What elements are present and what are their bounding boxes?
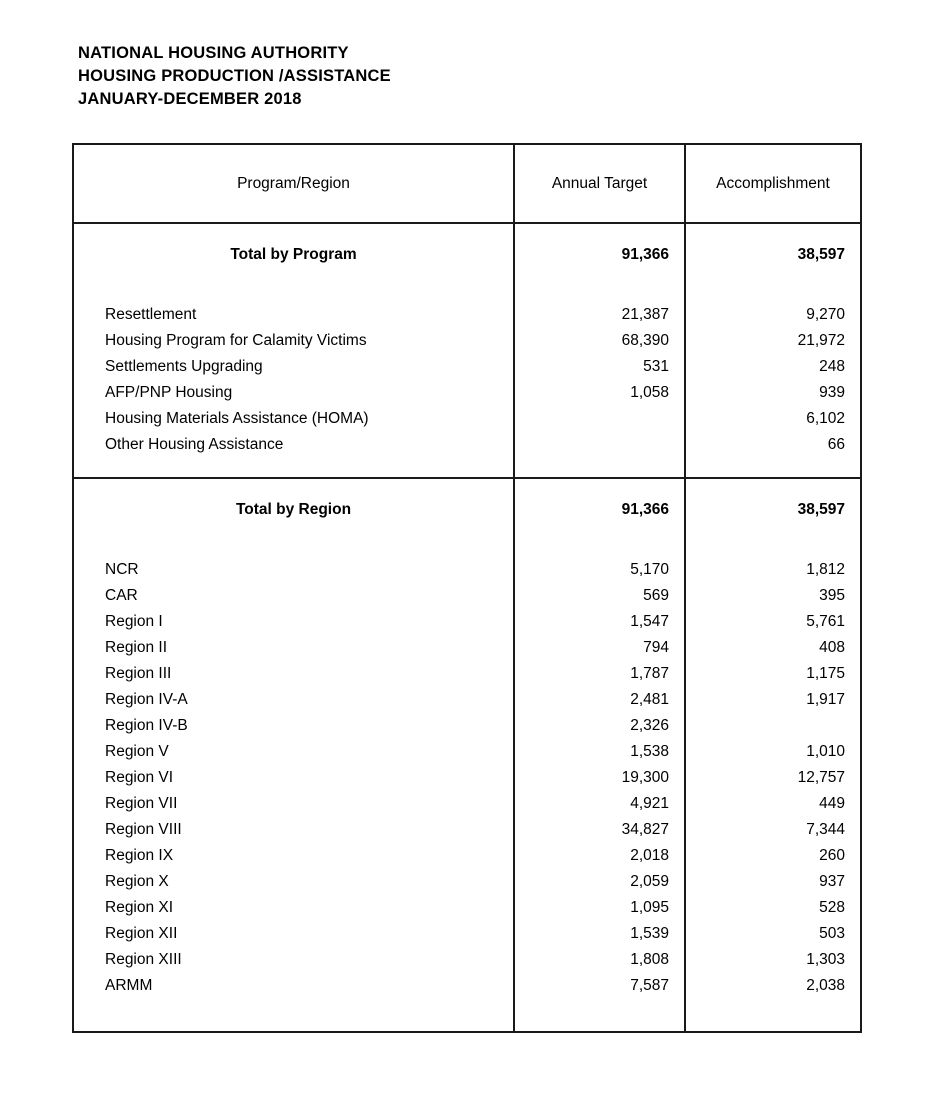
row-target: 1,538 xyxy=(514,739,685,765)
row-target xyxy=(514,432,685,458)
row-label: AFP/PNP Housing xyxy=(105,384,233,401)
row-spacer xyxy=(74,286,860,302)
table-row xyxy=(74,609,860,635)
row-label: ARMM xyxy=(105,977,153,994)
total-row-label: Total by Program xyxy=(230,246,357,263)
spacer-cell xyxy=(74,286,514,302)
row-label: Housing Materials Assistance (HOMA) xyxy=(105,410,369,427)
table-row xyxy=(74,354,860,380)
row-accomplishment: 449 xyxy=(685,791,860,817)
row-label: Region II xyxy=(105,639,168,656)
row-accomplishment: 503 xyxy=(685,921,860,947)
row-label: Region IX xyxy=(105,847,174,864)
row-label: Resettlement xyxy=(105,306,197,323)
row-label: Settlements Upgrading xyxy=(105,358,263,375)
table-row xyxy=(74,791,860,817)
row-label: NCR xyxy=(105,561,139,578)
column-header-annual-target: Annual Target xyxy=(514,145,685,223)
table-row xyxy=(74,921,860,947)
spacer-cell xyxy=(685,541,860,557)
row-target: 5,170 xyxy=(514,557,685,583)
row-accomplishment: 939 xyxy=(685,380,860,406)
table-header xyxy=(74,145,860,223)
document-title-block xyxy=(78,42,778,111)
table-row xyxy=(74,302,860,328)
row-target: 1,539 xyxy=(514,921,685,947)
title-line-2: HOUSING PRODUCTION /ASSISTANCE xyxy=(78,67,391,85)
housing-production-table xyxy=(74,145,860,1031)
row-target: 2,018 xyxy=(514,843,685,869)
table-total-row xyxy=(74,223,860,286)
row-target: 2,481 xyxy=(514,687,685,713)
row-label: Region XIII xyxy=(105,951,182,968)
row-target: 1,808 xyxy=(514,947,685,973)
row-accomplishment: 66 xyxy=(685,432,860,458)
row-label: Region IV-B xyxy=(105,717,188,734)
spacer-cell xyxy=(74,541,514,557)
table-row xyxy=(74,973,860,999)
table-row xyxy=(74,713,860,739)
row-label: Housing Program for Calamity Victims xyxy=(105,332,367,349)
table-total-row xyxy=(74,479,860,541)
row-accomplishment: 1,010 xyxy=(685,739,860,765)
row-target: 2,326 xyxy=(514,713,685,739)
table-row xyxy=(74,583,860,609)
row-target: 794 xyxy=(514,635,685,661)
title-line-3: JANUARY-DECEMBER 2018 xyxy=(78,90,302,108)
column-header-program-region: Program/Region xyxy=(74,145,514,223)
total-row-target: 91,366 xyxy=(514,223,685,286)
row-target: 1,787 xyxy=(514,661,685,687)
row-label: Region V xyxy=(105,743,169,760)
table-row xyxy=(74,765,860,791)
spacer-cell xyxy=(685,458,860,478)
row-accomplishment: 937 xyxy=(685,869,860,895)
row-target: 19,300 xyxy=(514,765,685,791)
row-target: 21,387 xyxy=(514,302,685,328)
spacer-cell xyxy=(685,286,860,302)
row-accomplishment: 528 xyxy=(685,895,860,921)
row-target: 531 xyxy=(514,354,685,380)
spacer-cell xyxy=(514,999,685,1031)
spacer-cell xyxy=(74,458,514,478)
table-row xyxy=(74,557,860,583)
row-accomplishment: 408 xyxy=(685,635,860,661)
row-label: CAR xyxy=(105,587,138,604)
row-target: 2,059 xyxy=(514,869,685,895)
row-label: Other Housing Assistance xyxy=(105,436,284,453)
table-row xyxy=(74,687,860,713)
table-row xyxy=(74,406,860,432)
row-label: Region III xyxy=(105,665,172,682)
row-accomplishment: 9,270 xyxy=(685,302,860,328)
row-spacer xyxy=(74,458,860,478)
title-line-1: NATIONAL HOUSING AUTHORITY xyxy=(78,44,349,62)
row-label: Region VII xyxy=(105,795,178,812)
table-row xyxy=(74,328,860,354)
row-label: Region VIII xyxy=(105,821,182,838)
row-target: 569 xyxy=(514,583,685,609)
row-label: Region I xyxy=(105,613,163,630)
table-row xyxy=(74,661,860,687)
table-row xyxy=(74,947,860,973)
table-row xyxy=(74,739,860,765)
row-accomplishment: 7,344 xyxy=(685,817,860,843)
row-target: 4,921 xyxy=(514,791,685,817)
row-accomplishment: 1,917 xyxy=(685,687,860,713)
row-accomplishment: 260 xyxy=(685,843,860,869)
table-header-row xyxy=(74,145,860,223)
row-spacer xyxy=(74,999,860,1031)
table-row xyxy=(74,843,860,869)
row-label: Region VI xyxy=(105,769,174,786)
row-target: 7,587 xyxy=(514,973,685,999)
table-row xyxy=(74,895,860,921)
row-target: 1,095 xyxy=(514,895,685,921)
row-label: Region XI xyxy=(105,899,174,916)
spacer-cell xyxy=(74,999,514,1031)
total-row-accomplishment: 38,597 xyxy=(685,479,860,541)
table-row xyxy=(74,869,860,895)
row-target: 34,827 xyxy=(514,817,685,843)
table-row xyxy=(74,817,860,843)
table-row xyxy=(74,635,860,661)
row-spacer xyxy=(74,541,860,557)
row-accomplishment: 395 xyxy=(685,583,860,609)
row-accomplishment: 5,761 xyxy=(685,609,860,635)
table-body xyxy=(74,223,860,1031)
row-label: Region IV-A xyxy=(105,691,188,708)
row-accomplishment: 6,102 xyxy=(685,406,860,432)
row-target xyxy=(514,406,685,432)
row-accomplishment: 12,757 xyxy=(685,765,860,791)
row-label: Region X xyxy=(105,873,169,890)
row-target: 1,547 xyxy=(514,609,685,635)
spacer-cell xyxy=(685,999,860,1031)
spacer-cell xyxy=(514,286,685,302)
row-accomplishment: 1,303 xyxy=(685,947,860,973)
row-accomplishment xyxy=(685,713,860,739)
total-row-accomplishment: 38,597 xyxy=(685,223,860,286)
column-header-accomplishment: Accomplishment xyxy=(685,145,860,223)
total-row-target: 91,366 xyxy=(514,479,685,541)
spacer-cell xyxy=(514,458,685,478)
row-accomplishment: 248 xyxy=(685,354,860,380)
row-accomplishment: 2,038 xyxy=(685,973,860,999)
report-table-container xyxy=(72,143,862,1033)
spacer-cell xyxy=(514,541,685,557)
row-accomplishment: 21,972 xyxy=(685,328,860,354)
row-accomplishment: 1,175 xyxy=(685,661,860,687)
row-accomplishment: 1,812 xyxy=(685,557,860,583)
row-target: 1,058 xyxy=(514,380,685,406)
row-label: Region XII xyxy=(105,925,178,942)
row-target: 68,390 xyxy=(514,328,685,354)
table-row xyxy=(74,380,860,406)
total-row-label: Total by Region xyxy=(235,501,352,518)
table-row xyxy=(74,432,860,458)
